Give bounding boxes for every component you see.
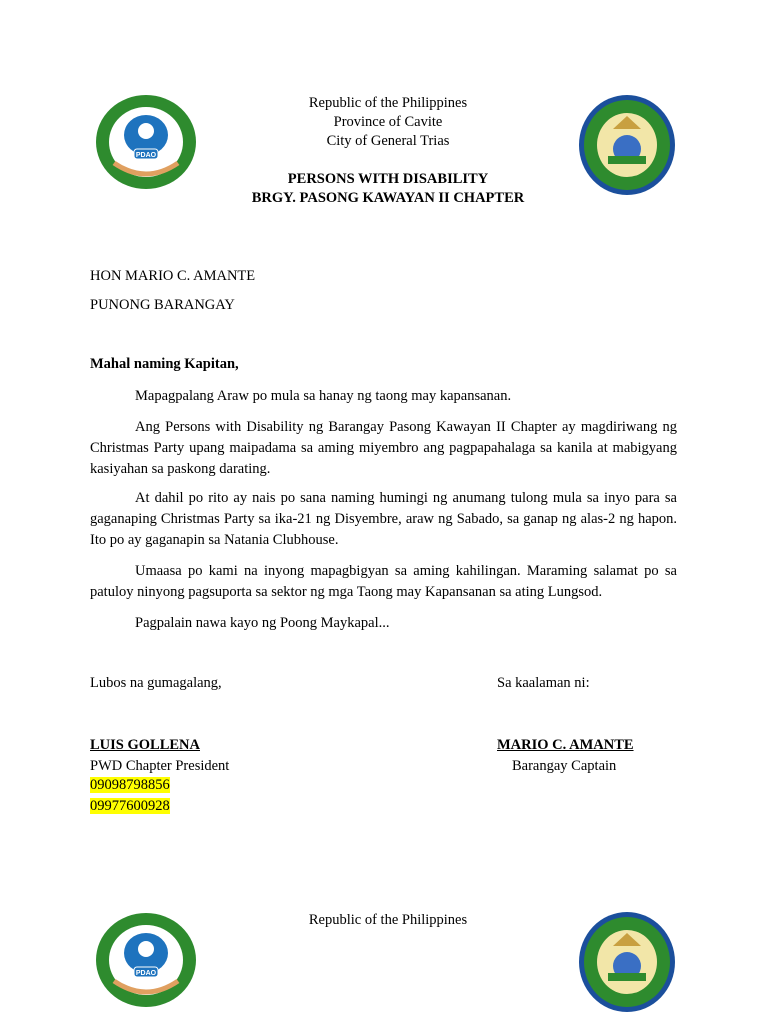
pdao-seal-logo-page2 xyxy=(94,911,198,1009)
salutation: Mahal naming Kapitan, xyxy=(90,356,239,372)
barangay-seal-logo-page2 xyxy=(578,911,676,1013)
paragraph-blessing: Pagpalain nawa kayo ng Poong Maykapal... xyxy=(135,615,390,631)
org-name: PERSONS WITH DISABILITY xyxy=(287,171,489,187)
pdao-seal-logo xyxy=(94,93,198,191)
header-province: Province of Cavite xyxy=(333,114,443,130)
signatory-left-name: LUIS GOLLENA xyxy=(90,737,200,753)
svg-text:PDAO: PDAO xyxy=(135,970,157,977)
recipient-title: PUNONG BARANGAY xyxy=(90,297,235,313)
closing-left: Lubos na gumagalang, xyxy=(90,675,222,691)
recipient-name: HON MARIO C. AMANTE xyxy=(90,268,256,284)
signatory-right-position: Barangay Captain xyxy=(512,758,617,774)
paragraph-purpose: Ang Persons with Disability ng Barangay Pasong Kawayan II Chapter ay magdiriwang ng Christmas Party upang maipadama sa aming miyembro ang pagpapahalaga sa kanila at mabigyang kasiyahan sa paskong darating. xyxy=(90,419,677,477)
signatory-right-name: MARIO C. AMANTE xyxy=(497,737,634,753)
signatory-left-phone1: 09098798856 xyxy=(90,777,170,793)
signatory-left-phone2: 09977600928 xyxy=(90,798,170,814)
closing-right: Sa kaalaman ni: xyxy=(497,675,590,691)
header-city: City of General Trias xyxy=(326,133,450,149)
signatory-left-position: PWD Chapter President xyxy=(90,758,230,774)
barangay-seal-logo xyxy=(578,94,676,196)
paragraph-request: At dahil po rito ay nais po sana naming humingi ng anumang tulong mula sa inyo para sa gaganaping Christmas Party sa ika-21 ng Disyembre, araw ng Sabado, sa ganap ng alas-2 ng hapon. Ito po ay gaganapin sa Natania Clubhouse. xyxy=(90,490,677,548)
paragraph-greeting: Mapagpalang Araw po mula sa hanay ng taong may kapansanan. xyxy=(135,388,512,404)
svg-text:PDAO: PDAO xyxy=(135,152,157,159)
page2-header-republic: Republic of the Philippines xyxy=(308,912,468,928)
header-republic: Republic of the Philippines xyxy=(308,95,468,111)
org-chapter: BRGY. PASONG KAWAYAN II CHAPTER xyxy=(251,190,525,206)
paragraph-thanks: Umaasa po kami na inyong mapagbigyan sa aming kahilingan. Maraming salamat po sa patuloy ninyong pagsuporta sa sektor ng mga Taong may Kapansanan sa ating Lungsod. xyxy=(90,563,677,600)
